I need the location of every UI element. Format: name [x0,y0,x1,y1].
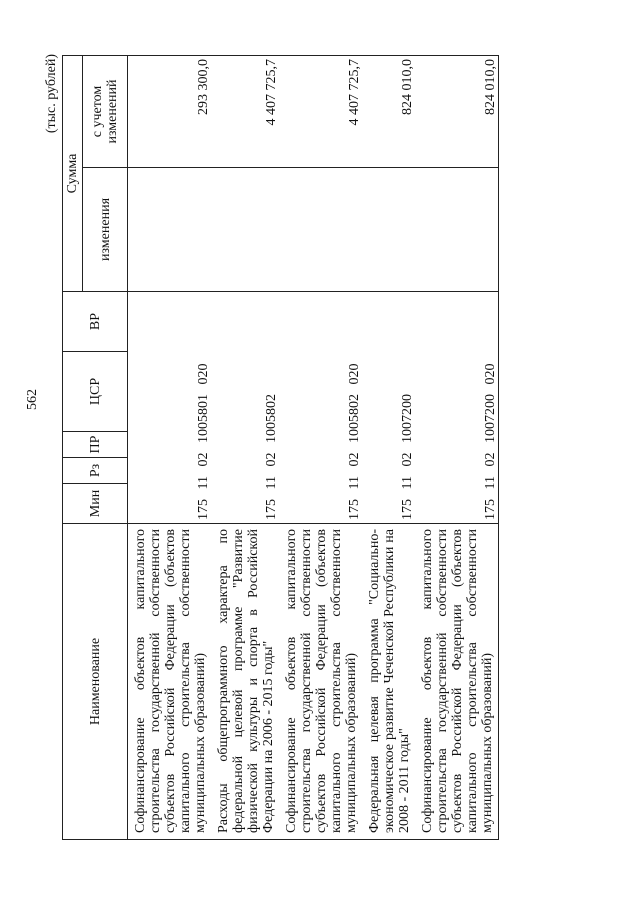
row-name: Расходы общепрограммного характера по федеральной целевой программе "Развитие физической культуры и спорта в Российской Федерации на 2006 - 2015 годы" [211,524,279,840]
table-row [128,56,212,840]
row-changes [279,168,362,292]
row-name: Софинансирование объектов капитального строительства государственной собственности субъектов Российской Федерации (объектов капитального строительства собственности муниципальных образований) [279,524,362,840]
row-with-changes: 4 407 725,7 [279,56,362,168]
row-with-changes: 293 300,0 [128,56,212,168]
table-row [211,56,279,840]
row-codes [128,292,212,524]
row-min: 175 [264,499,279,520]
row-pr: 02 [483,452,498,467]
row-rz: 11 [196,476,211,490]
header-changes: изменения [83,168,128,292]
header-with-changes: с учетом изменений [83,56,128,168]
row-csr: 1005801 [196,394,211,444]
row-min: 175 [483,499,498,520]
row-min: 175 [347,499,362,520]
rotated-page [44,50,604,840]
row-pr: 02 [347,452,362,467]
row-with-changes: 824 010,0 [415,56,499,168]
budget-table [62,55,499,840]
row-rz: 11 [400,476,415,490]
row-with-changes: 4 407 725,7 [211,56,279,168]
row-changes [211,168,279,292]
row-codes [211,292,279,524]
page-number: 562 [25,389,40,410]
row-min: 175 [400,499,415,520]
header-csr: ЦСР [63,352,128,432]
table-row [279,56,362,840]
row-changes [362,168,415,292]
row-csr: 1007200 [483,394,498,444]
row-rz: 11 [347,476,362,490]
row-changes [128,168,212,292]
header-pr: ПР [63,432,128,458]
row-csr: 1005802 [347,394,362,444]
row-csr: 1007200 [400,394,415,444]
row-with-changes: 824 010,0 [362,56,415,168]
units-label: (тыс. рублей) [44,54,59,134]
row-codes [279,292,362,524]
row-csr: 1005802 [264,394,279,444]
row-vr: 020 [347,363,362,385]
table-row [415,56,499,840]
row-vr: 020 [483,363,498,385]
header-row [63,56,83,840]
row-min: 175 [196,499,211,520]
row-changes [415,168,499,292]
header-rz: Рз [63,458,128,484]
row-pr: 02 [196,452,211,467]
header-name: Наименование [63,524,128,840]
row-rz: 11 [264,476,279,490]
header-vr: ВР [63,292,128,352]
row-name: Федеральная целевая программа "Социально-экономическое развитие Чеченской Республики на 2008 - 2011 годы" [362,524,415,840]
row-codes [415,292,499,524]
row-rz: 11 [483,476,498,490]
row-name: Софинансирование объектов капитального строительства государственной собственности субъектов Российской Федерации (объектов капитального строительства собственности муниципальных образований) [415,524,499,840]
header-min: Мин [63,484,128,524]
row-pr: 02 [400,452,415,467]
row-name: Софинансирование объектов капитального строительства государственной собственности субъектов Российской Федерации (объектов капитального строительства собственности муниципальных образований) [128,524,212,840]
header-sum: Сумма [63,56,83,292]
row-codes [362,292,415,524]
table-row [362,56,415,840]
row-vr: 020 [196,363,211,385]
row-pr: 02 [264,452,279,467]
